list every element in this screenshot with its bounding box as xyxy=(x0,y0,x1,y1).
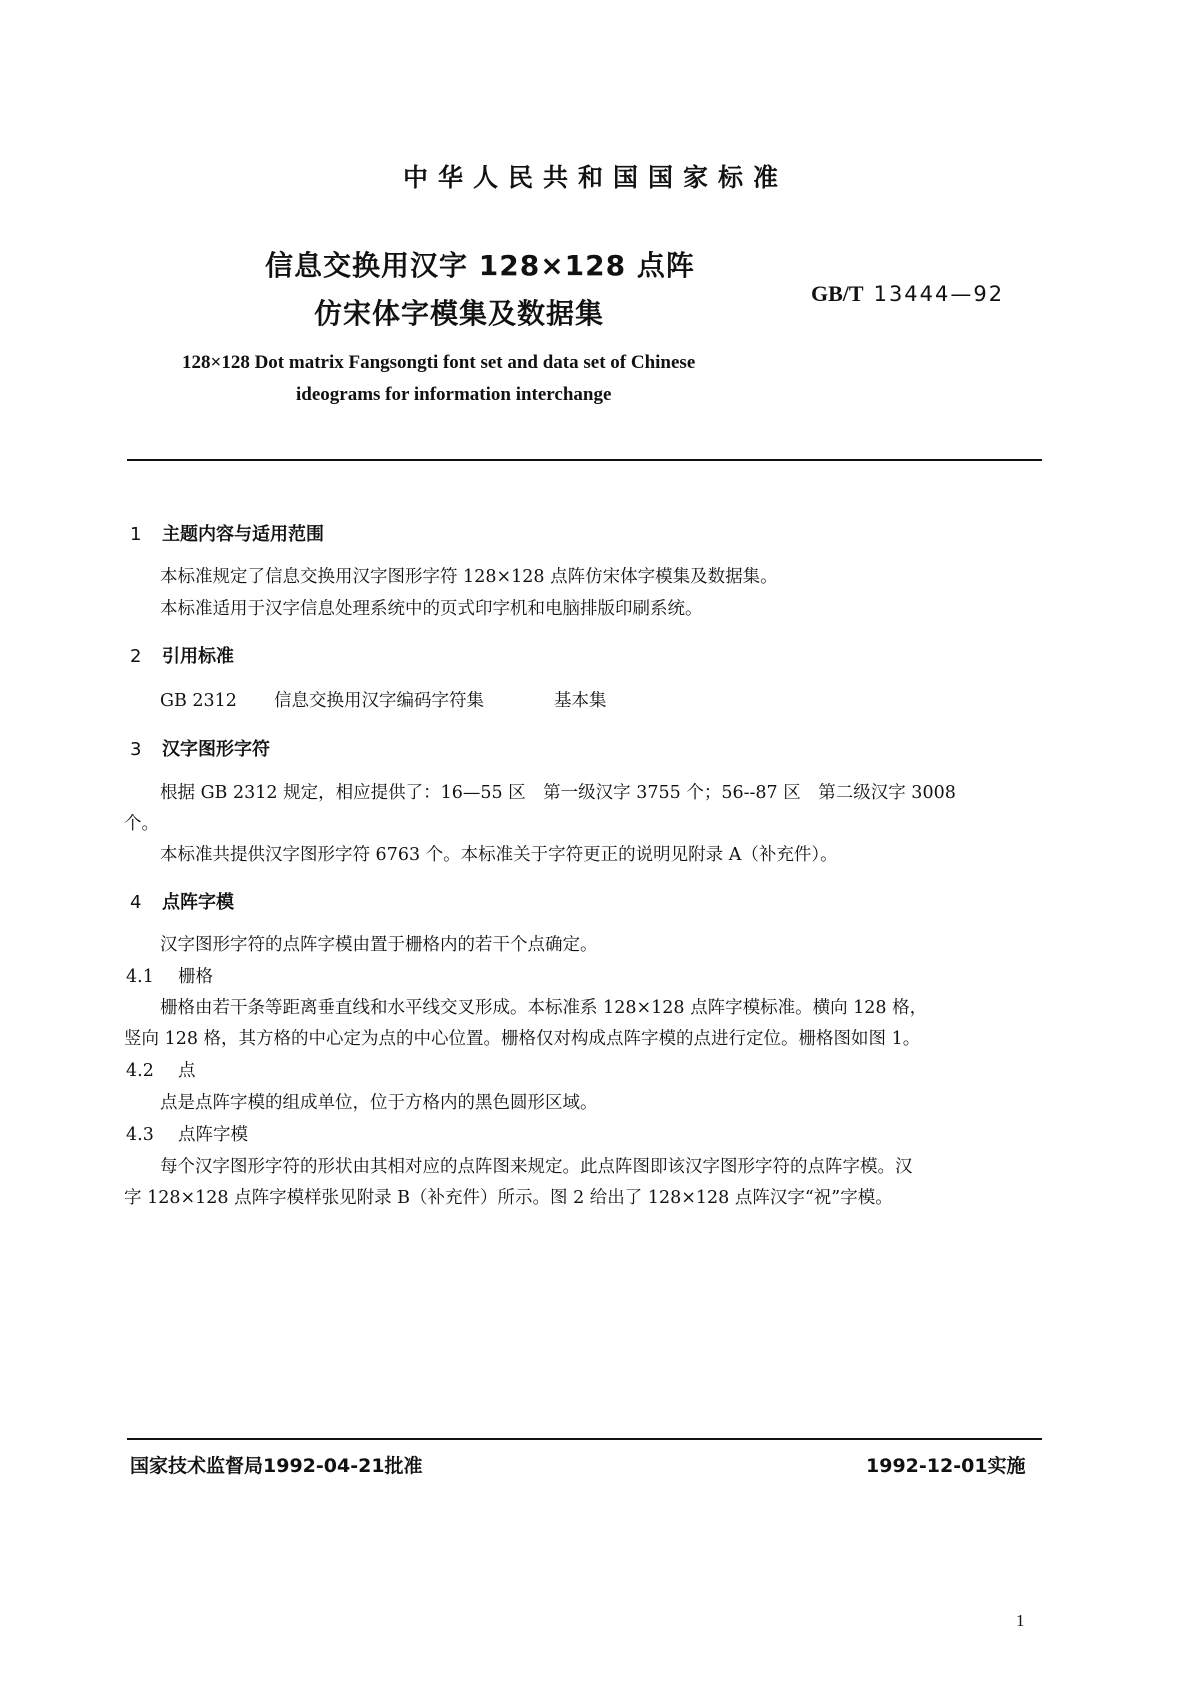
standard-code xyxy=(811,281,1004,307)
english-title-line-2: ideograms for information interchange xyxy=(296,384,612,405)
page-number: 1 xyxy=(1016,1611,1025,1630)
subsection-4-2-title: 点 xyxy=(178,1061,196,1081)
subsection-4-3-title: 点阵字模 xyxy=(178,1125,248,1145)
section-2-heading xyxy=(130,642,234,668)
section-4-paragraph-1: 汉字图形字符的点阵字模由置于栅格内的若干个点确定。 xyxy=(160,935,598,955)
section-3-heading xyxy=(130,735,270,761)
standard-code-prefix: GB/T xyxy=(811,281,864,306)
subsection-4-1-line-1: 栅格由若干条等距离垂直线和水平线交叉形成。本标准系 128×128 点阵字模标准。横向 128 格， xyxy=(160,998,928,1018)
section-1-paragraph-2: 本标准适用于汉字信息处理系统中的页式印字机和电脑排版印刷系统。 xyxy=(160,599,703,619)
section-1-paragraph-1: 本标准规定了信息交换用汉字图形字符 128×128 点阵仿宋体字模集及数据集。 xyxy=(160,567,778,587)
subsection-4-3-number: 4.3 xyxy=(126,1125,154,1145)
subsection-4-3-line-2: 字 128×128 点阵字模样张见附录 B（补充件）所示。图 2 给出了 128×128 点阵汉字“祝”字模。 xyxy=(124,1188,893,1208)
section-2-title: 引用标准 xyxy=(162,646,234,667)
subsection-4-3-heading xyxy=(126,1121,248,1146)
section-4-heading xyxy=(130,888,234,914)
subsection-4-2-number: 4.2 xyxy=(126,1061,154,1081)
reference-code: GB 2312 xyxy=(160,691,237,711)
subsection-4-1-title: 栅格 xyxy=(178,967,213,987)
subsection-4-2-line-1: 点是点阵字模的组成单位，位于方格内的黑色圆形区域。 xyxy=(160,1093,598,1113)
section-3-title: 汉字图形字符 xyxy=(162,739,270,760)
section-2-number: 2 xyxy=(130,646,142,667)
header-divider xyxy=(127,459,1042,461)
subsection-4-1-number: 4.1 xyxy=(126,967,154,987)
section-1-number: 1 xyxy=(130,524,142,545)
subsection-4-2-heading xyxy=(126,1057,196,1082)
footer-divider xyxy=(127,1438,1042,1440)
subsection-4-3-line-1: 每个汉字图形字符的形状由其相对应的点阵图来规定。此点阵图即该汉字图形字符的点阵字模。汉 xyxy=(160,1157,913,1177)
section-4-title: 点阵字模 xyxy=(162,892,234,913)
section-3-paragraph-1-line-1: 根据 GB 2312 规定，相应提供了：16—55 区 第一级汉字 3755 个；56--87 区 第二级汉字 3008 xyxy=(160,783,956,803)
normative-reference xyxy=(160,687,607,712)
approval-date: 国家技术监督局1992-04-21批准 xyxy=(130,1455,423,1477)
section-3-paragraph-2: 本标准共提供汉字图形字符 6763 个。本标准关于字符更正的说明见附录 A（补充件）。 xyxy=(160,845,838,865)
document-title-line-2: 仿宋体字模集及数据集 xyxy=(314,297,605,330)
reference-part: 基本集 xyxy=(554,691,607,711)
implementation-date: 1992-12-01实施 xyxy=(866,1455,1026,1477)
subsection-4-1-heading xyxy=(126,963,213,988)
english-title-line-1: 128×128 Dot matrix Fangsongti font set and data set of Chinese xyxy=(182,352,696,373)
section-1-title: 主题内容与适用范围 xyxy=(162,524,324,545)
subsection-4-1-line-2: 竖向 128 格，其方格的中心定为点的中心位置。栅格仅对构成点阵字模的点进行定位。栅格图如图 1。 xyxy=(124,1029,921,1049)
section-3-paragraph-1-line-2: 个。 xyxy=(124,814,159,834)
section-3-number: 3 xyxy=(130,739,142,760)
national-standard-title: 中华人民共和国国家标准 xyxy=(402,163,788,192)
section-1-heading xyxy=(130,520,324,546)
standard-code-number: 13444—92 xyxy=(873,282,1005,306)
reference-title: 信息交换用汉字编码字符集 xyxy=(274,691,484,711)
document-title-line-1: 信息交换用汉字 128×128 点阵 xyxy=(265,249,695,282)
section-4-number: 4 xyxy=(130,892,142,913)
